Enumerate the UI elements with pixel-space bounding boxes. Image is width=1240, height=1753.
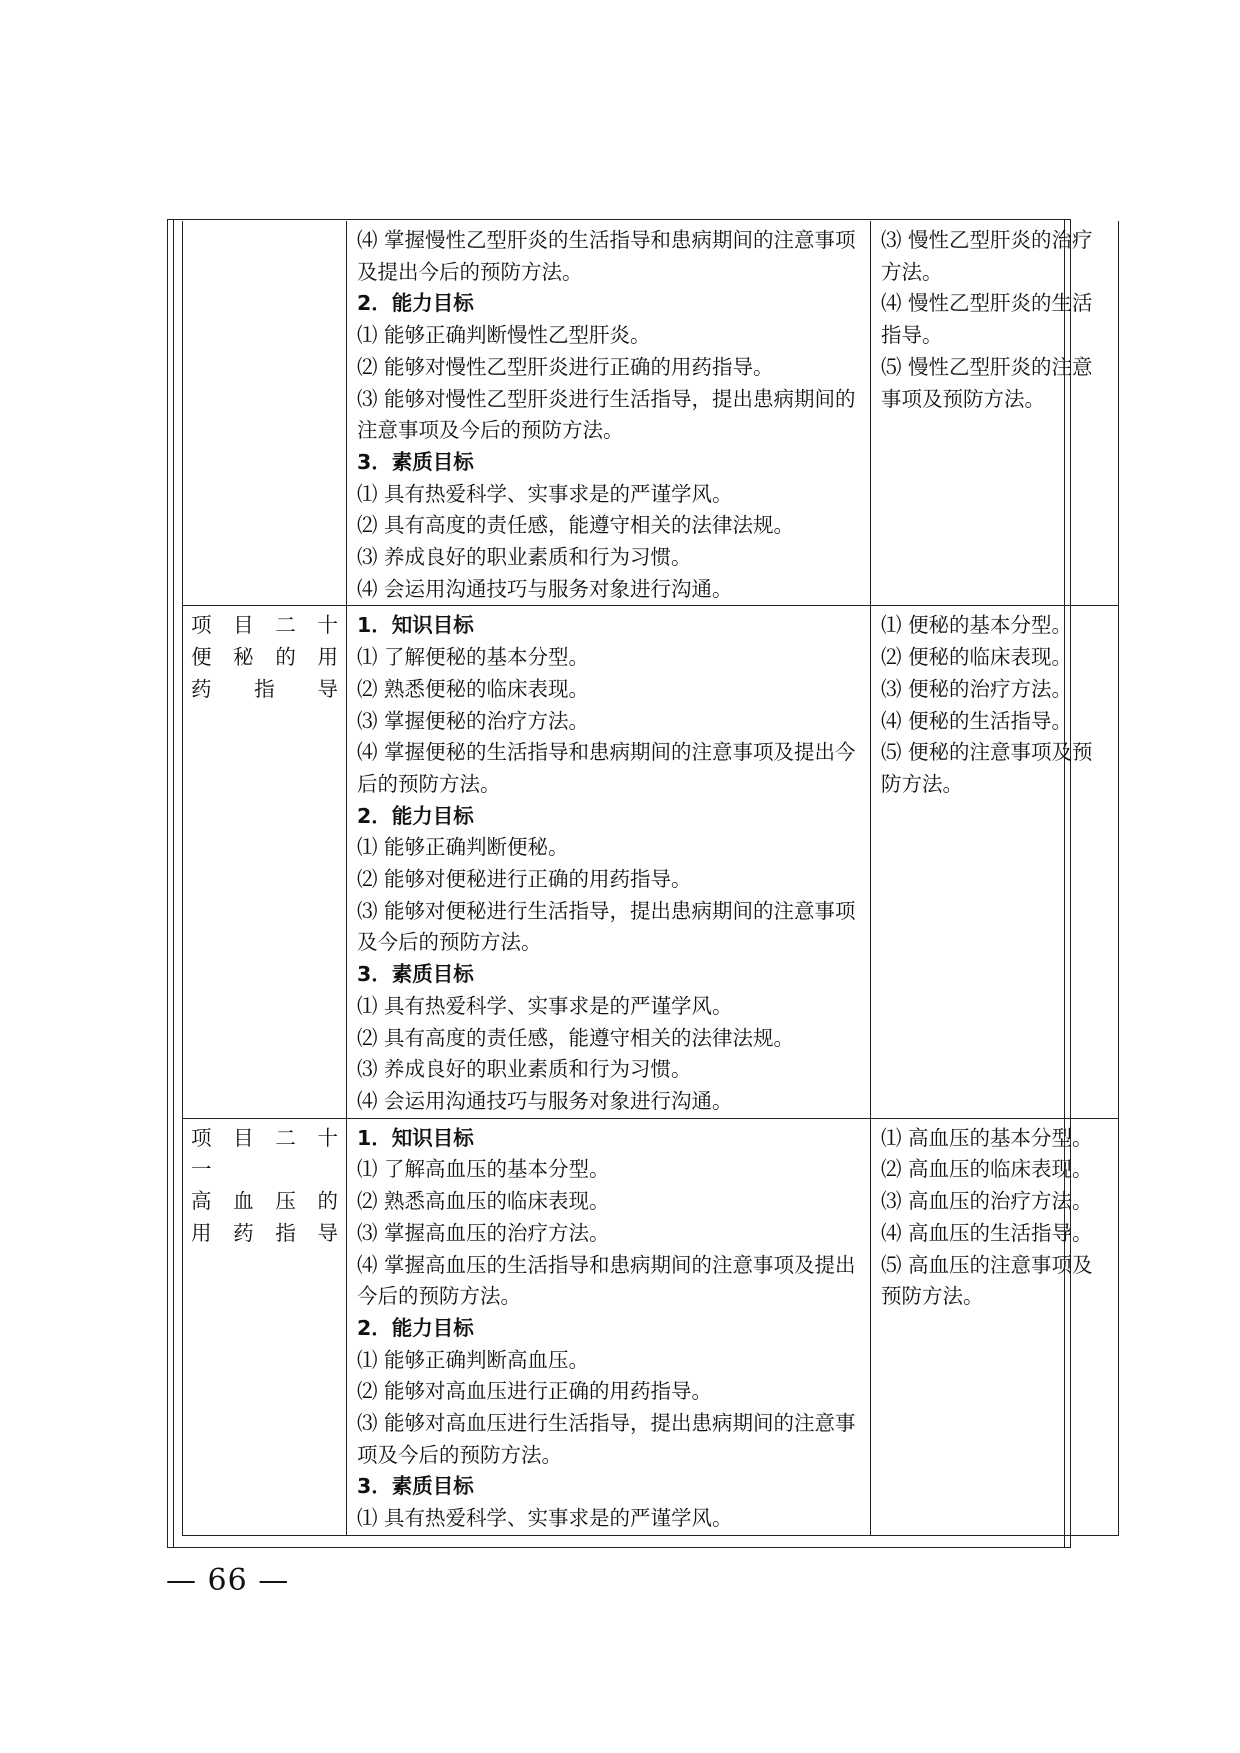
objective-heading: 2．能力目标 [357,1315,474,1340]
page-number: — 66 — [166,1563,290,1598]
objective-item: ⑴ 能够正确判断高血压。 [357,1347,590,1372]
objective-heading: 1．知识目标 [357,613,474,638]
content-item: ⑴ 高血压的基本分型。 [881,1125,1093,1150]
content-item: ⑶ 慢性乙型肝炎的治疗方法。 [881,228,1093,284]
project-title-line: 一 [191,1157,212,1182]
objectives-cell [347,221,871,606]
objective-item: ⑷ 掌握便秘的生活指导和患病期间的注意事项及提出今后的预防方法。 [357,740,856,796]
objectives-cell [347,606,871,1118]
objective-item: ⑵ 能够对便秘进行正确的用药指导。 [357,867,692,892]
curriculum-table-body [183,221,1119,1535]
objective-item: ⑶ 能够对高血压进行生活指导，提出患病期间的注意事项及今后的预防方法。 [357,1411,856,1467]
table-row [183,1118,1119,1535]
content-item: ⑸ 高血压的注意事项及预防方法。 [881,1252,1093,1309]
project-cell [183,221,347,606]
objective-item: ⑴ 具有热爱科学、实事求是的严谨学风。 [357,993,733,1018]
table-row [183,606,1119,1118]
objective-item: ⑵ 熟悉高血压的临床表现。 [357,1189,610,1214]
objective-item: ⑶ 养成良好的职业素质和行为习惯。 [357,545,692,570]
content-item: ⑶ 高血压的治疗方法。 [881,1189,1093,1214]
project-title-line: 项目二十 [191,1125,338,1150]
objective-heading: 3．素质目标 [357,449,474,474]
content-cell [871,606,1119,1118]
objective-item: ⑴ 能够正确判断慢性乙型肝炎。 [357,323,651,348]
objective-item: ⑶ 掌握高血压的治疗方法。 [357,1220,610,1245]
objective-heading: 2．能力目标 [357,291,474,316]
objective-item: ⑶ 能够对慢性乙型肝炎进行生活指导，提出患病期间的注意事项及今后的预防方法。 [357,386,856,443]
objective-item: ⑵ 熟悉便秘的临床表现。 [357,676,590,701]
content-item: ⑷ 高血压的生活指导。 [881,1220,1093,1245]
content-item: ⑷ 便秘的生活指导。 [881,708,1073,733]
objective-item: ⑷ 会运用沟通技巧与服务对象进行沟通。 [357,576,733,601]
objective-item: ⑶ 掌握便秘的治疗方法。 [357,708,590,733]
objective-heading: 3．素质目标 [357,962,474,987]
objective-heading: 1．知识目标 [357,1125,474,1150]
project-cell [183,1118,347,1535]
content-cell [871,221,1119,606]
content-item: ⑷ 慢性乙型肝炎的生活指导。 [881,291,1093,348]
content-item: ⑶ 便秘的治疗方法。 [881,676,1073,701]
objective-item: ⑷ 掌握慢性乙型肝炎的生活指导和患病期间的注意事项及提出今后的预防方法。 [357,228,856,284]
project-title-line: 用药指导 [191,1220,338,1245]
content-item: ⑵ 便秘的临床表现。 [881,645,1073,670]
objective-item: ⑶ 养成良好的职业素质和行为习惯。 [357,1057,692,1082]
objective-item: ⑶ 能够对便秘进行生活指导，提出患病期间的注意事项及今后的预防方法。 [357,898,856,955]
content-item: ⑵ 高血压的临床表现。 [881,1157,1093,1182]
curriculum-table [182,221,1119,1536]
objective-item: ⑵ 具有高度的责任感，能遵守相关的法律法规。 [357,1025,795,1050]
objective-item: ⑷ 会运用沟通技巧与服务对象进行沟通。 [357,1088,733,1113]
table-row [183,221,1119,606]
objective-item: ⑴ 具有热爱科学、实事求是的严谨学风。 [357,1506,733,1531]
objective-item: ⑵ 具有高度的责任感，能遵守相关的法律法规。 [357,513,795,538]
content-item: ⑸ 慢性乙型肝炎的注意事项及预防方法。 [881,354,1093,411]
objective-item: ⑴ 了解高血压的基本分型。 [357,1157,610,1182]
project-title-line: 高血压的 [191,1189,338,1214]
objective-item: ⑴ 能够正确判断便秘。 [357,835,569,860]
objective-heading: 2．能力目标 [357,803,474,828]
objective-item: ⑴ 了解便秘的基本分型。 [357,645,590,670]
project-title-line: 项目二十 [191,613,338,638]
objective-heading: 3．素质目标 [357,1474,474,1499]
project-cell [183,606,347,1118]
project-title-line: 便秘的用 [191,645,338,670]
objective-item: ⑵ 能够对高血压进行正确的用药指导。 [357,1379,713,1404]
content-item: ⑸ 便秘的注意事项及预防方法。 [881,740,1093,796]
objective-item: ⑷ 掌握高血压的生活指导和患病期间的注意事项及提出今后的预防方法。 [357,1252,856,1309]
content-item: ⑴ 便秘的基本分型。 [881,613,1073,638]
project-title-line: 药指导 [191,676,338,701]
objectives-cell [347,1118,871,1535]
objective-item: ⑴ 具有热爱科学、实事求是的严谨学风。 [357,481,733,506]
objective-item: ⑵ 能够对慢性乙型肝炎进行正确的用药指导。 [357,354,774,379]
content-cell [871,1118,1119,1535]
